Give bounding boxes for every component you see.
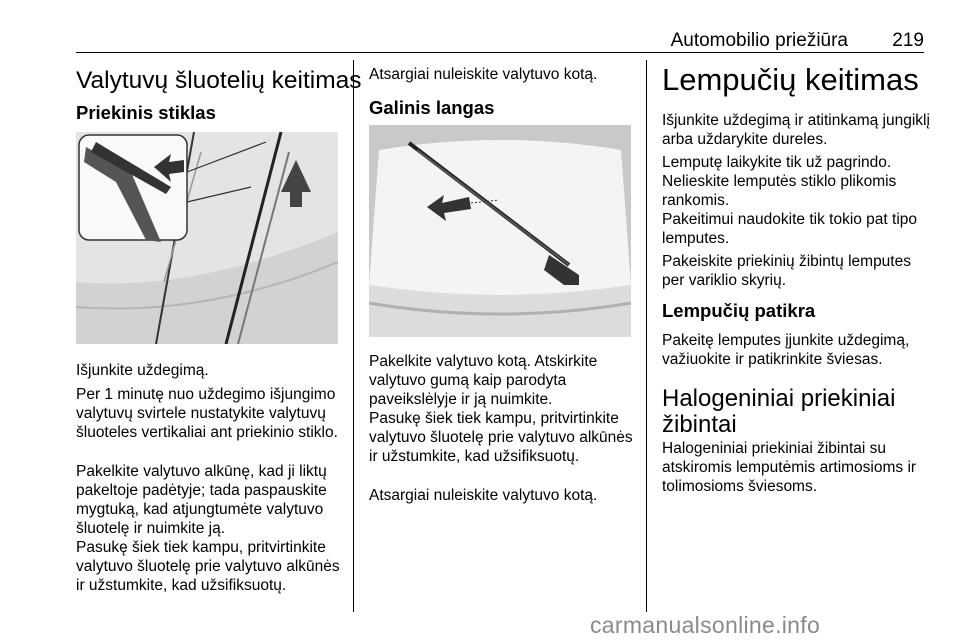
paragraph-4: Pasukę šiek tiek kampu, pritvirtinkite valytuvo šluotelę prie valytuvo alkūnės ir užstumkite, kad užsifiksuotų. bbox=[76, 539, 340, 594]
paragraph-2: Pasukę šiek tiek kampu, pritvirtinkite valytuvo šluotelę prie valytuvo alkūnės ir užstumkite, kad užsifiksuotų. bbox=[369, 410, 633, 465]
watermark: carmanualsonline.info bbox=[590, 612, 821, 638]
windshield-wiper-figure bbox=[76, 132, 338, 344]
halogen-paragraph: Halogeniniai priekiniai žibintai su atskiromis lemputėmis artimosioms ir tolimosioms šviesoms. bbox=[662, 440, 917, 495]
subheading-windshield: Priekinis stiklas bbox=[76, 102, 216, 123]
column-divider-1 bbox=[353, 60, 354, 612]
paragraph-3: Pakelkite valytuvo alkūnę, kad ji liktų pakeltoje padėtyje; tada paspauskite mygtuką, kad atjungtumėte valytuvo šluotelę ir nuimkite ją. bbox=[76, 463, 327, 537]
page-number: 219 bbox=[892, 30, 924, 51]
header-title: Automobilio priežiūra bbox=[670, 30, 848, 51]
paragraph-3: Atsargiai nuleiskite valytuvo kotą. bbox=[369, 487, 598, 504]
section-heading-bulbs: Lempučių keitimas bbox=[662, 62, 919, 97]
intro-paragraph: Atsargiai nuleiskite valytuvo kotą. bbox=[369, 66, 598, 83]
paragraph-3: Pakeitimui naudokite tik tokio pat tipo lemputes. bbox=[662, 211, 918, 247]
header-rule bbox=[76, 52, 924, 53]
section-heading-wipers: Valytuvų šluotelių keitimas bbox=[76, 67, 362, 94]
subheading-rear-window: Galinis langas bbox=[369, 97, 495, 118]
paragraph-2: Per 1 minutę nuo uždegimo išjungimo valytuvų svirtele nustatykite valytuvų šluoteles vertikaliai ant priekinio stiklo. bbox=[76, 386, 338, 441]
paragraph-1: Pakelkite valytuvo kotą. Atskirkite valytuvo gumą kaip parodyta paveikslėlyje ir ją nuimkite. bbox=[369, 353, 598, 408]
page-header bbox=[76, 30, 924, 52]
paragraph-1: Išjunkite uždegimą ir atitinkamą jungiklį arba uždarykite dureles. bbox=[662, 112, 930, 148]
paragraph-2: Lemputę laikykite tik už pagrindo. Nelieskite lemputės stiklo plikomis rankomis. bbox=[662, 154, 897, 209]
subheading-halogen: Halogeniniai priekiniai žibintai bbox=[662, 385, 896, 438]
column-divider-2 bbox=[646, 60, 647, 612]
paragraph-4: Pakeiskite priekinių žibintų lemputes per variklio skyrių. bbox=[662, 253, 911, 289]
bulb-check-paragraph: Pakeitę lemputes įjunkite uždegimą, važiuokite ir patikrinkite šviesas. bbox=[662, 332, 910, 368]
paragraph-1: Išjunkite uždegimą. bbox=[76, 362, 209, 379]
subheading-bulb-check: Lempučių patikra bbox=[662, 300, 816, 321]
rear-wiper-figure bbox=[369, 125, 631, 337]
